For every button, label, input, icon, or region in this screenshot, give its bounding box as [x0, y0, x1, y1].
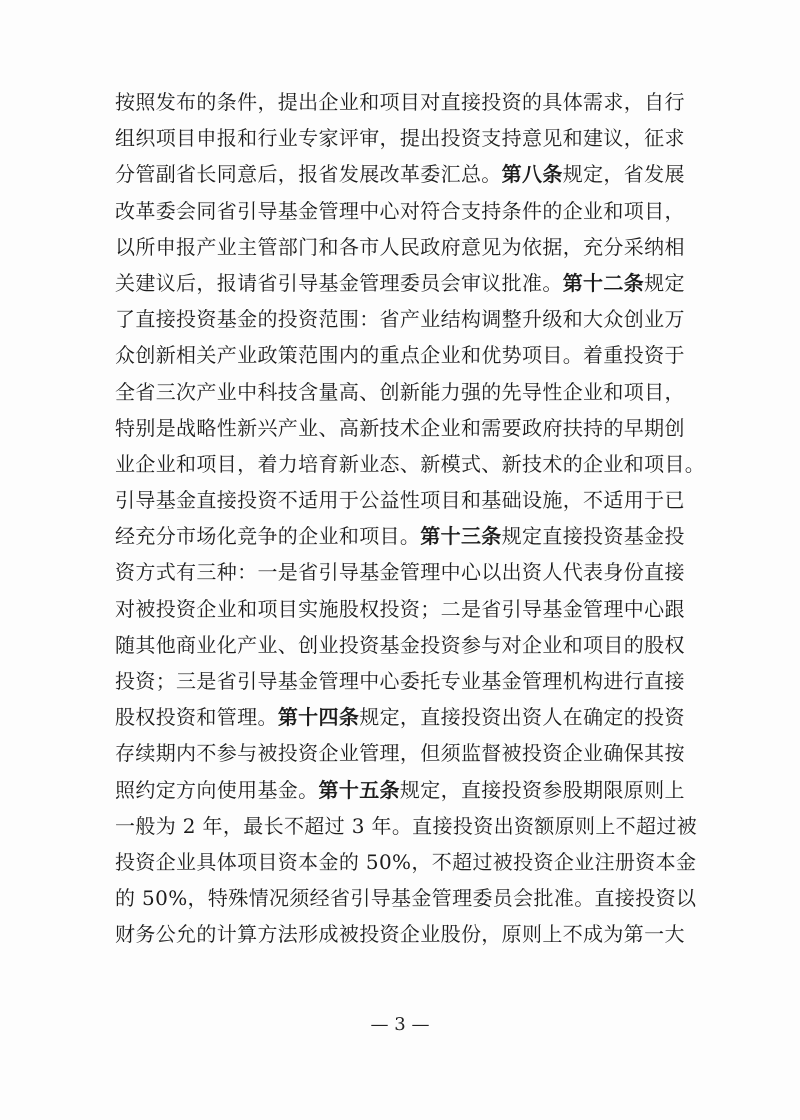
article-reference: 第十二条: [562, 270, 645, 295]
text-line: [115, 374, 715, 410]
text-line: [115, 663, 715, 699]
text-line: [115, 518, 715, 554]
text-line: [115, 446, 715, 482]
text-segment: 改革委会同省引导基金管理中心对符合支持条件的企业和项目，: [115, 198, 685, 223]
text-segment: 规定直接投资基金投: [501, 524, 685, 549]
text-segment: 投资；三是省引导基金管理中心委托专业基金管理机构进行直接: [115, 669, 685, 693]
text-segment: 资方式有三种：一是省引导基金管理中心以出资人代表身份直接: [115, 560, 685, 585]
text-segment: 全省三次产业中科技含量高、创新能力强的先导性企业和项目，: [115, 379, 685, 404]
text-segment: 照约定方向使用基金。: [115, 777, 319, 802]
text-segment: 规定: [644, 270, 685, 295]
text-segment: 存续期内不参与被投资企业管理，但须监督被投资企业确保其按: [115, 741, 685, 766]
text-line: [115, 229, 715, 265]
article-reference: 第十五条: [318, 777, 400, 802]
text-segment: 众创新相关产业政策范围内的重点企业和优势项目。着重投资于: [115, 343, 685, 368]
article-reference: 第十三条: [420, 524, 502, 549]
text-segment: 引导基金直接投资不适用于公益性项目和基础设施，不适用于已: [115, 488, 685, 513]
text-line: [115, 156, 715, 192]
article-reference: 第八条: [501, 162, 563, 187]
text-line: [115, 337, 715, 373]
article-reference: 第十四条: [277, 705, 360, 730]
body-text: [115, 84, 715, 953]
text-line: [115, 699, 715, 735]
text-line: [115, 772, 715, 808]
text-line: [115, 265, 715, 301]
text-segment: 按照发布的条件，提出企业和项目对直接投资的具体需求，自行: [115, 90, 685, 114]
text-line: [115, 410, 715, 446]
text-segment: 特别是战略性新兴产业、高新技术企业和需要政府扶持的早期创: [115, 415, 685, 440]
text-line: [115, 120, 715, 156]
text-segment: 规定，直接投资出资人在确定的投资: [359, 705, 685, 730]
text-segment: 规定，省发展: [562, 162, 685, 187]
text-line: [115, 627, 715, 663]
text-line: [115, 193, 715, 229]
text-line: [115, 301, 715, 337]
text-segment: 的 50%，特殊情况须经省引导基金管理委员会批准。直接投资以: [115, 886, 697, 911]
text-segment: 规定，直接投资参股期限原则上: [399, 777, 685, 802]
text-line: [115, 916, 715, 952]
text-segment: 股权投资和管理。: [115, 705, 278, 730]
text-line: [115, 735, 715, 771]
text-line: [115, 844, 715, 880]
text-segment: 投资企业具体项目资本金的 50%，不超过被投资企业注册资本金: [115, 849, 697, 874]
text-segment: 随其他商业化产业、创业投资基金投资参与对企业和项目的股权: [115, 632, 685, 657]
text-line: [115, 84, 715, 120]
text-segment: 经充分市场化竞争的企业和项目。: [115, 524, 421, 549]
text-segment: 关建议后，报请省引导基金管理委员会审议批准。: [115, 270, 563, 295]
text-segment: 了直接投资基金的投资范围：省产业结构调整升级和大众创业万: [115, 307, 685, 332]
text-line: [115, 591, 715, 627]
text-segment: 对被投资企业和项目实施股权投资；二是省引导基金管理中心跟: [115, 596, 685, 621]
text-segment: 以所申报产业主管部门和各市人民政府意见为依据，充分采纳相: [115, 234, 685, 259]
text-line: [115, 482, 715, 518]
text-line: [115, 808, 715, 844]
page-number: — 3 —: [370, 1014, 430, 1035]
text-line: [115, 880, 715, 916]
text-segment: 财务公允的计算方法形成被投资企业股份，原则上不成为第一大: [115, 922, 685, 947]
text-line: [115, 554, 715, 590]
text-segment: 一般为 2 年，最长不超过 3 年。直接投资出资额原则上不超过被: [115, 813, 698, 838]
text-segment: 业企业和项目，着力培育新业态、新模式、新技术的企业和项目。: [115, 451, 706, 476]
text-segment: 分管副省长同意后，报省发展改革委汇总。: [115, 162, 502, 187]
text-segment: 组织项目申报和行业专家评审，提出投资支持意见和建议，征求: [115, 126, 685, 151]
